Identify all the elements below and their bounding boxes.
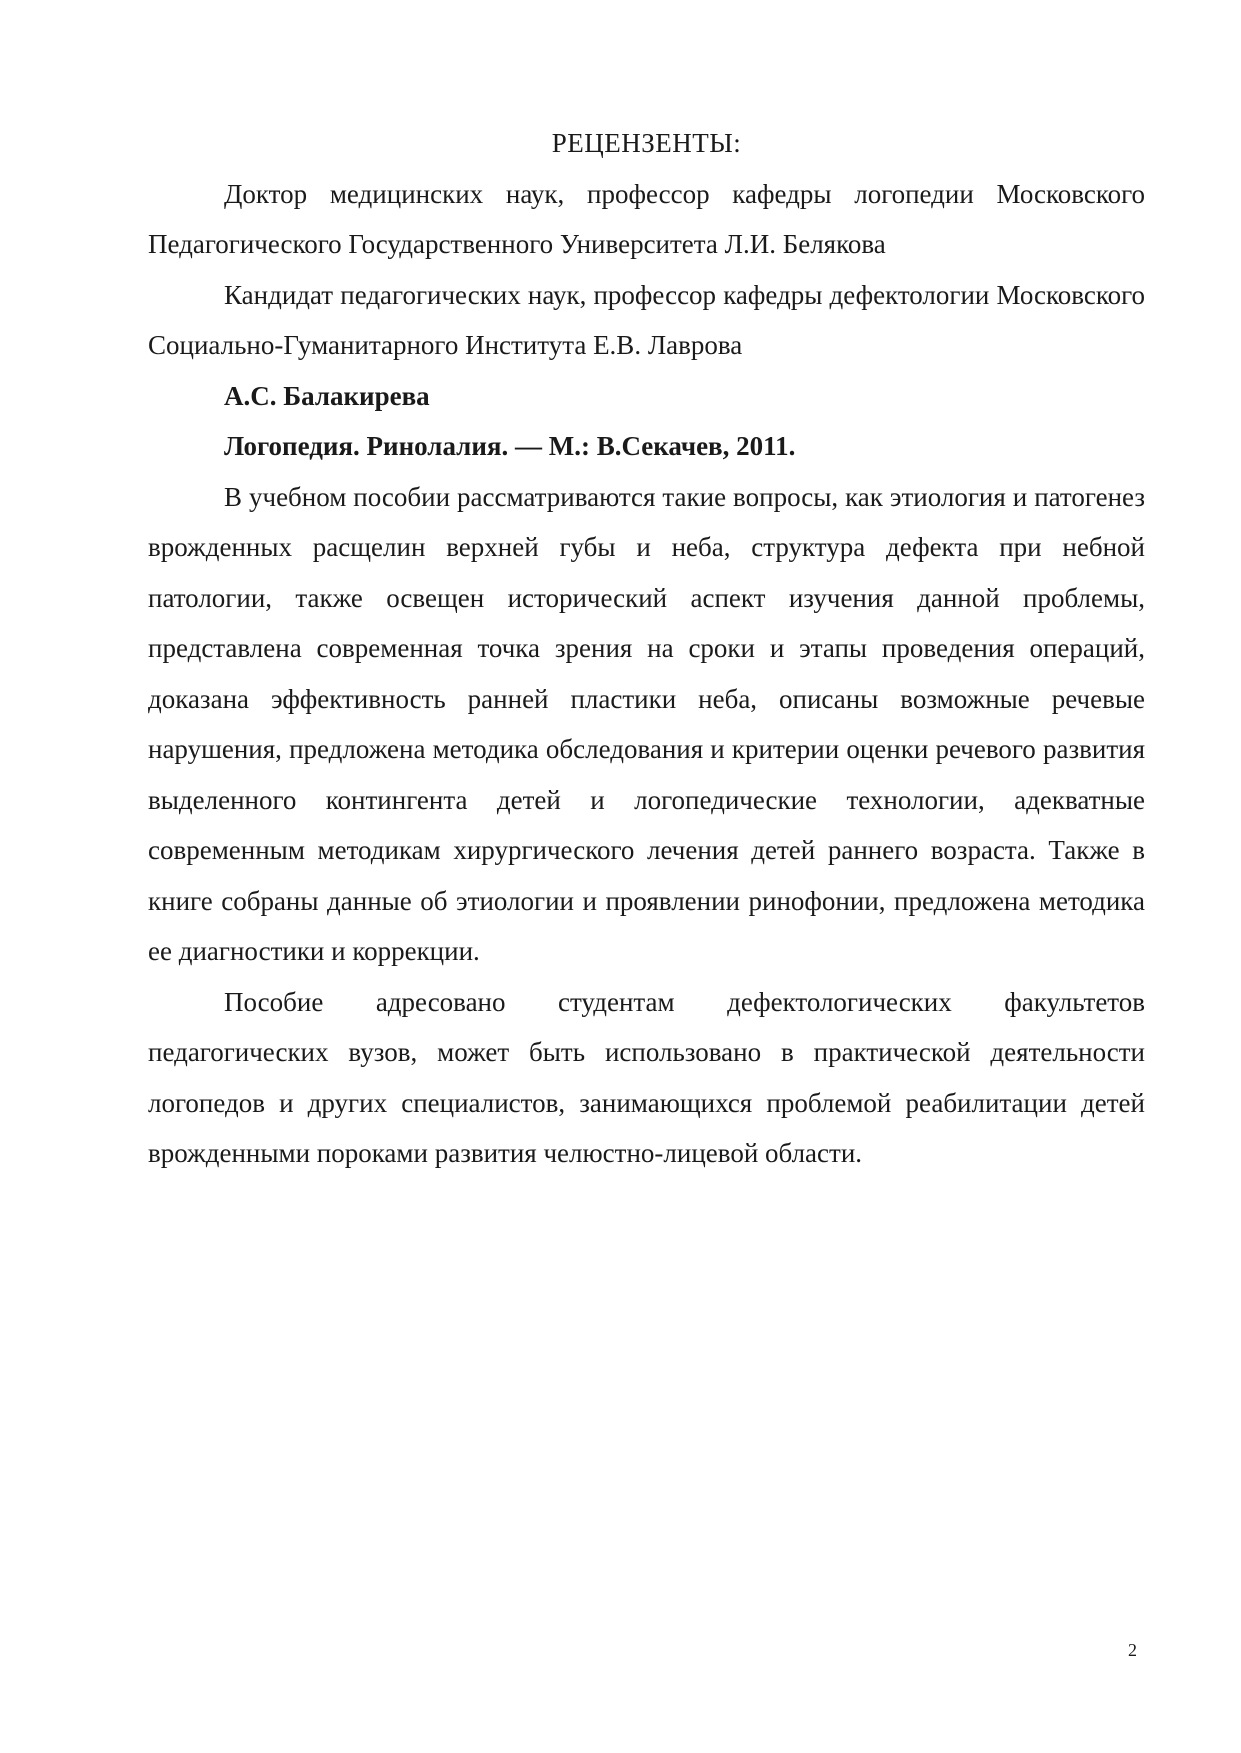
reviewer-1: Доктор медицинских наук, профессор кафедры логопедии Московского Педагогического Государственного Университета Л.И. Белякова xyxy=(148,178,1145,259)
page-number: 2 xyxy=(1128,1640,1137,1660)
reviewers-heading: РЕЦЕНЗЕНТЫ: xyxy=(551,128,742,158)
author-name: А.С. Балакирева xyxy=(224,380,430,411)
abstract-paragraph: В учебном пособии рассматриваются такие вопросы, как этиология и патогенез врожденных расщелин верхней губы и неба, структура дефекта при небной патологии, также освещен исторический аспект изучения данной проблемы, представлена современная точка зрения на сроки и этапы проведения операций, доказана эффективность ранней пластики неба, описаны возможные речевые нарушения, предложена методика обследования и критерии оценки речевого развития выделенного контингента детей и логопедические технологии, адекватные современным методикам хирургического лечения детей раннего возраста. Также в книге собраны данные об этиологии и проявлении ринофонии, предложена методика ее диагностики и коррекции. xyxy=(148,481,1145,966)
reviewer-2: Кандидат педагогических наук, профессор кафедры дефектологии Московского Социально-Гуманитарного Института Е.В. Лаврова xyxy=(148,279,1145,360)
book-citation: Логопедия. Ринолалия. — М.: В.Секачев, 2011. xyxy=(224,431,796,461)
page-content xyxy=(148,118,1145,1179)
audience-paragraph: Пособие адресовано студентам дефектологических факультетов педагогических вузов, может быть использовано в практической деятельности логопедов и других специалистов, занимающихся проблемой реабилитации детей врожденными пороками развития челюстно-лицевой области. xyxy=(148,986,1145,1168)
